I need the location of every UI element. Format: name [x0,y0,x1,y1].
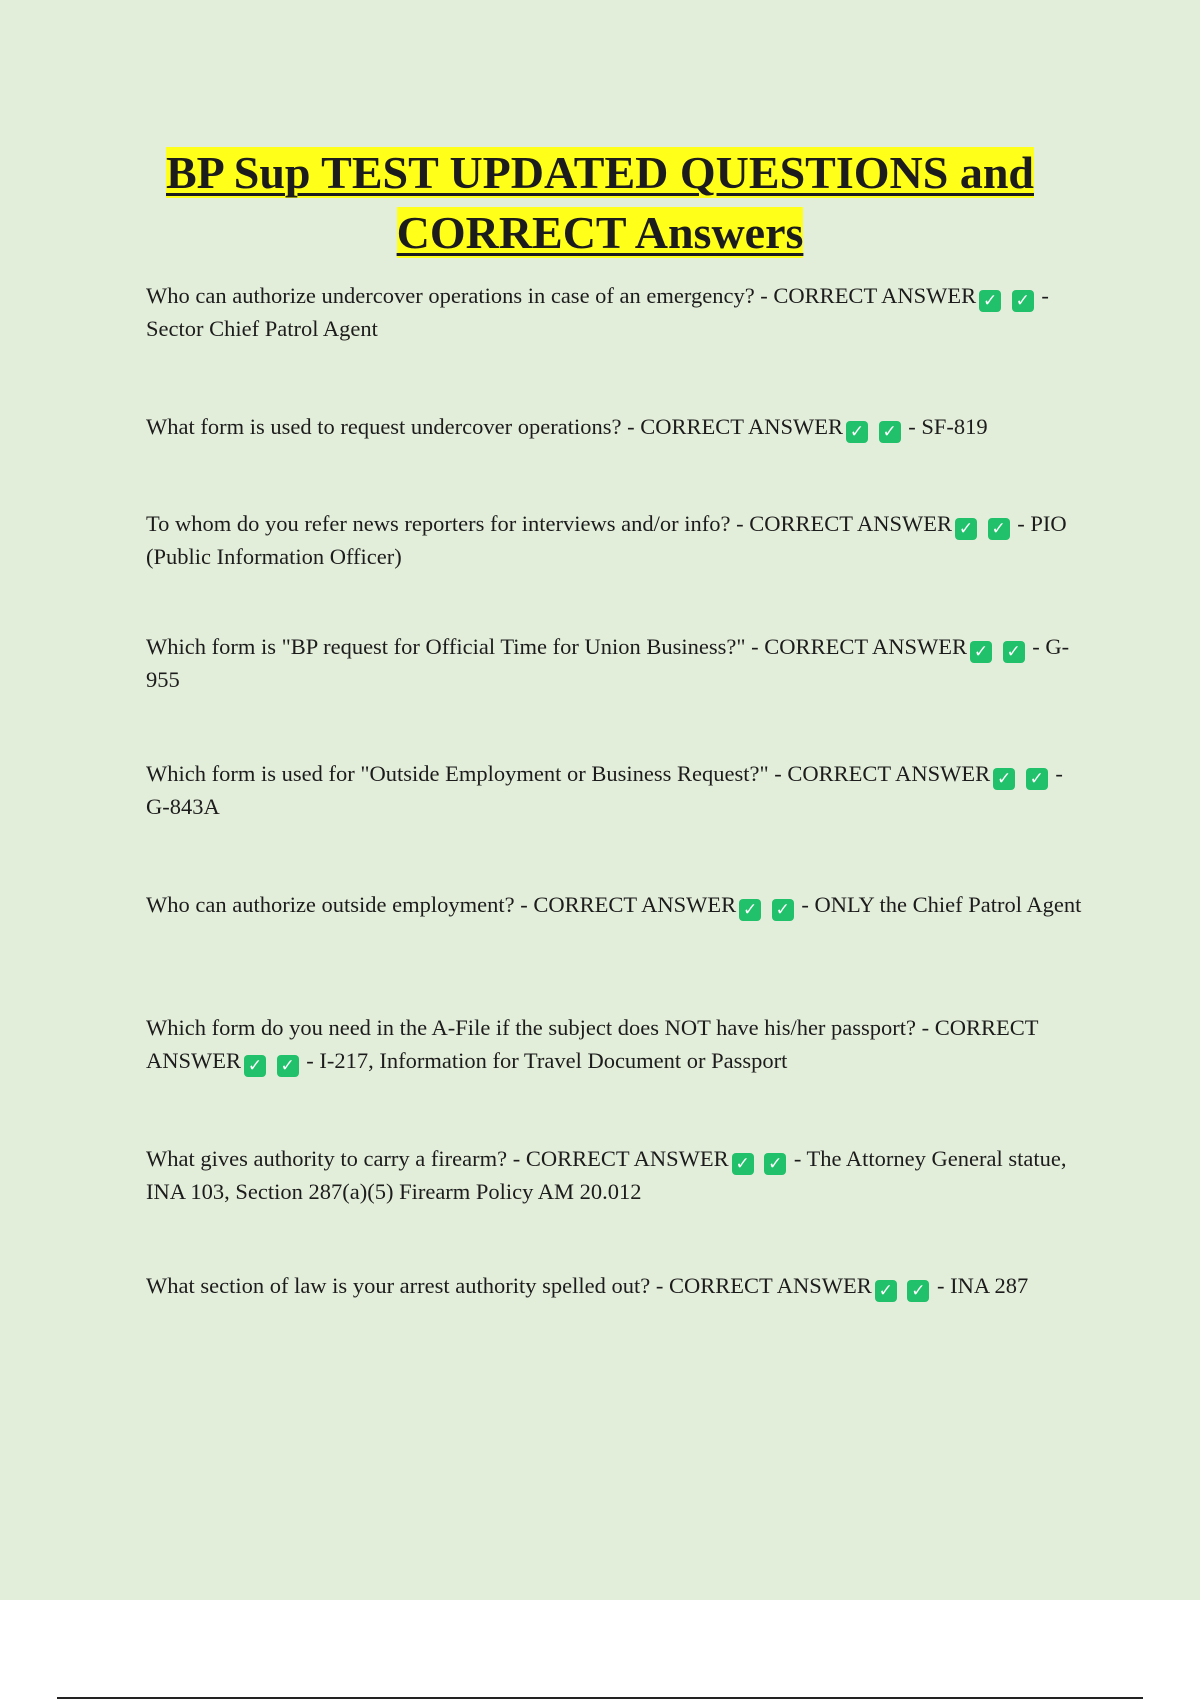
check-icon: ✓ [993,768,1015,790]
check-icon: ✓ [1026,768,1048,790]
question-text: What form is used to request undercover operations? - CORRECT ANSWER [146,414,843,439]
answer-text: - INA 287 [931,1273,1029,1298]
check-icon: ✓ [955,518,977,540]
footer-divider [57,1697,1143,1699]
check-icon: ✓ [772,899,794,921]
document-title [100,143,1100,263]
check-icon: ✓ [846,421,868,443]
check-icon: ✓ [732,1153,754,1175]
check-icon: ✓ [1012,290,1034,312]
answer-text: - PIO (Public Information Officer) [146,511,1067,569]
check-icon: ✓ [879,421,901,443]
answer-text: - G-955 [146,634,1070,692]
qa-item [146,507,1091,573]
qa-item [146,630,1091,696]
qa-item [146,1142,1091,1208]
question-text: Which form is used for "Outside Employment or Business Request?" - CORRECT ANSWER [146,761,991,786]
check-icon: ✓ [764,1153,786,1175]
check-icon: ✓ [988,518,1010,540]
check-icon: ✓ [979,290,1001,312]
check-icon: ✓ [1003,641,1025,663]
check-icon: ✓ [739,899,761,921]
question-text: Which form do you need in the A-File if the subject does NOT have his/her passport? - CORRECT ANSWER [146,1015,1039,1073]
check-icon: ✓ [907,1280,929,1302]
qa-item [146,1269,1091,1302]
question-text: What gives authority to carry a firearm? - CORRECT ANSWER [146,1146,729,1171]
answer-text: - The Attorney General statue, INA 103, Section 287(a)(5) Firearm Policy AM 20.012 [146,1146,1067,1204]
answer-text: - I-217, Information for Travel Document or Passport [300,1048,788,1073]
question-text: Which form is "BP request for Official Time for Union Business?" - CORRECT ANSWER [146,634,968,659]
check-icon: ✓ [244,1055,266,1077]
qa-item [146,410,1091,443]
qa-item [146,279,1091,345]
answer-text: - SF-819 [902,414,988,439]
question-text: What section of law is your arrest authority spelled out? - CORRECT ANSWER [146,1273,872,1298]
qa-item [146,757,1091,823]
qa-item [146,1011,1091,1077]
answer-text: - Sector Chief Patrol Agent [146,283,1049,341]
title-line-1: BP Sup TEST UPDATED QUESTIONS and [166,147,1034,198]
question-text: Who can authorize outside employment? - CORRECT ANSWER [146,892,737,917]
qa-item [146,888,1091,921]
check-icon: ✓ [875,1280,897,1302]
question-text: Who can authorize undercover operations in case of an emergency? - CORRECT ANSWER [146,283,977,308]
answer-text: - ONLY the Chief Patrol Agent [795,892,1082,917]
check-icon: ✓ [970,641,992,663]
question-text: To whom do you refer news reporters for interviews and/or info? - CORRECT ANSWER [146,511,952,536]
title-line-2: CORRECT Answers [396,207,804,258]
answer-text: - G-843A [146,761,1063,819]
check-icon: ✓ [277,1055,299,1077]
